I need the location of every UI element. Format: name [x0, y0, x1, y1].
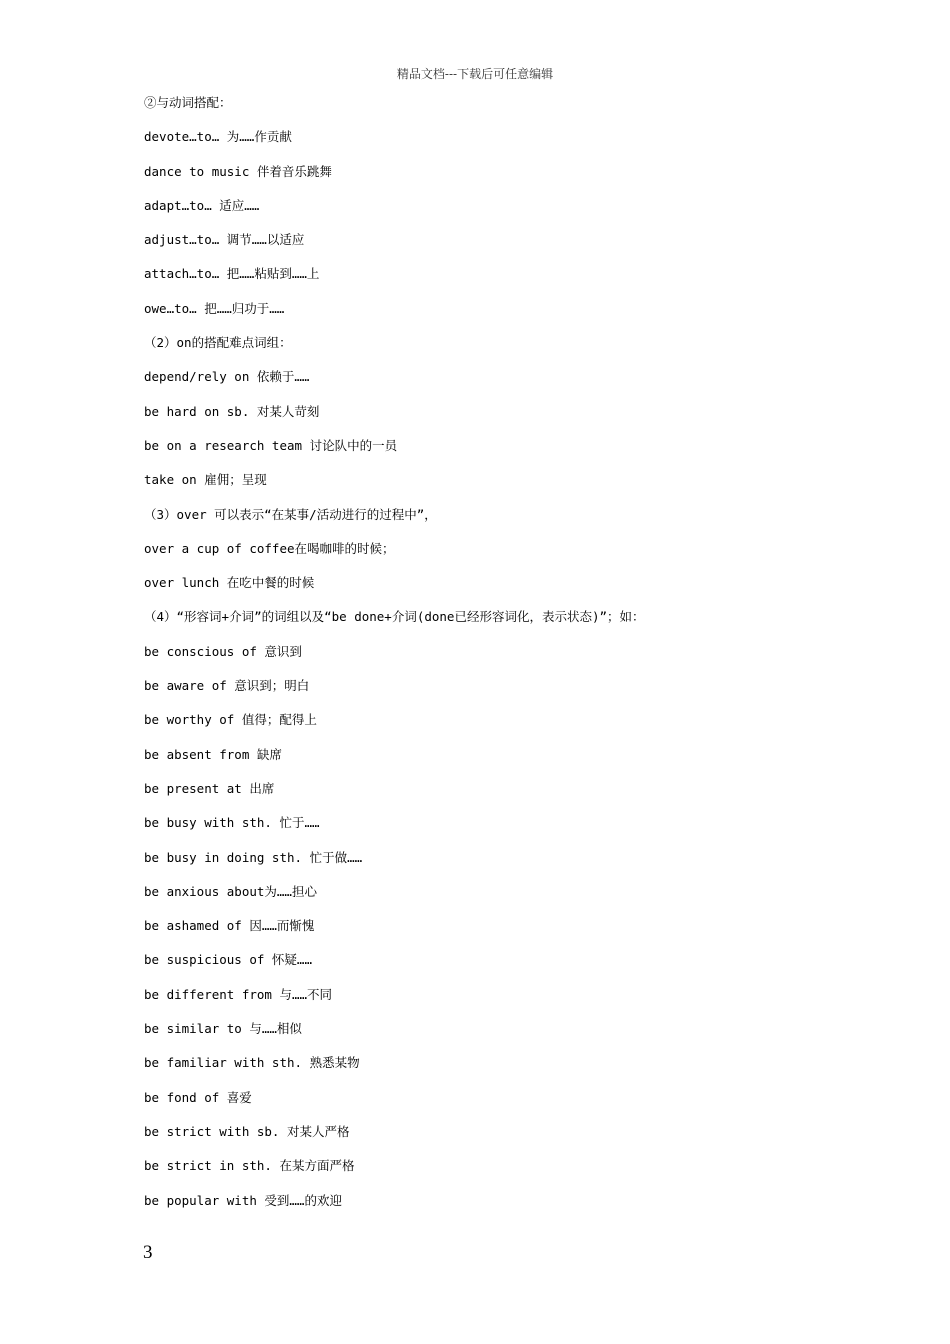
- text-line: be popular with 受到……的欢迎: [144, 1192, 342, 1208]
- text-line: be present at 出席: [144, 780, 275, 796]
- text-line: ②与动词搭配：: [144, 95, 232, 110]
- text-line: be fond of 喜爱: [144, 1089, 252, 1105]
- text-line: be strict with sb. 对某人严格: [144, 1123, 350, 1139]
- text-line: （3）over 可以表示“在某事/活动进行的过程中”，: [144, 506, 437, 522]
- text-line: be suspicious of 怀疑……: [144, 952, 312, 968]
- text-line: adjust…to… 调节……以适应: [144, 232, 305, 248]
- text-line: be strict in sth. 在某方面严格: [144, 1158, 355, 1174]
- text-line: （4）“形容词+介词”的词组以及“be done+介词(done已经形容词化，表示状态)”；如：: [144, 609, 645, 625]
- page-header: 精品文档---下载后可任意编辑: [396, 67, 554, 81]
- text-line: be ashamed of 因……而惭愧: [144, 918, 315, 934]
- text-line: attach…to… 把……粘贴到……上: [144, 266, 320, 282]
- text-line: be different from 与……不同: [144, 986, 333, 1002]
- text-line: be on a research team 讨论队中的一员: [144, 437, 398, 453]
- page-content: [144, 94, 884, 1226]
- text-line: dance to music 伴着音乐跳舞: [144, 163, 332, 179]
- text-line: be busy in doing sth. 忙于做……: [144, 849, 363, 865]
- text-line: be worthy of 值得；配得上: [144, 712, 317, 728]
- text-line: be anxious about为……担心: [144, 883, 317, 899]
- text-line: （2）on的搭配难点词组：: [144, 335, 292, 351]
- text-line: be absent from 缺席: [144, 746, 282, 762]
- text-line: owe…to… 把……归功于……: [144, 300, 285, 316]
- text-line: be aware of 意识到；明白: [144, 678, 310, 694]
- text-line: be familiar with sth. 熟悉某物: [144, 1055, 360, 1071]
- text-line: depend/rely on 依赖于……: [144, 369, 310, 385]
- text-line: over lunch 在吃中餐的时候: [144, 575, 315, 591]
- text-line: devote…to… 为……作贡献: [144, 129, 292, 145]
- text-line: be hard on sb. 对某人苛刻: [144, 403, 320, 419]
- page-number: 3: [143, 1242, 153, 1263]
- text-line: take on 雇佣；呈现: [144, 472, 267, 488]
- text-line: be conscious of 意识到: [144, 643, 302, 659]
- text-line: adapt…to… 适应……: [144, 197, 260, 213]
- text-line: over a cup of coffee在喝咖啡的时候；: [144, 540, 395, 556]
- text-line: be busy with sth. 忙于……: [144, 815, 320, 831]
- text-line: be similar to 与……相似: [144, 1021, 302, 1037]
